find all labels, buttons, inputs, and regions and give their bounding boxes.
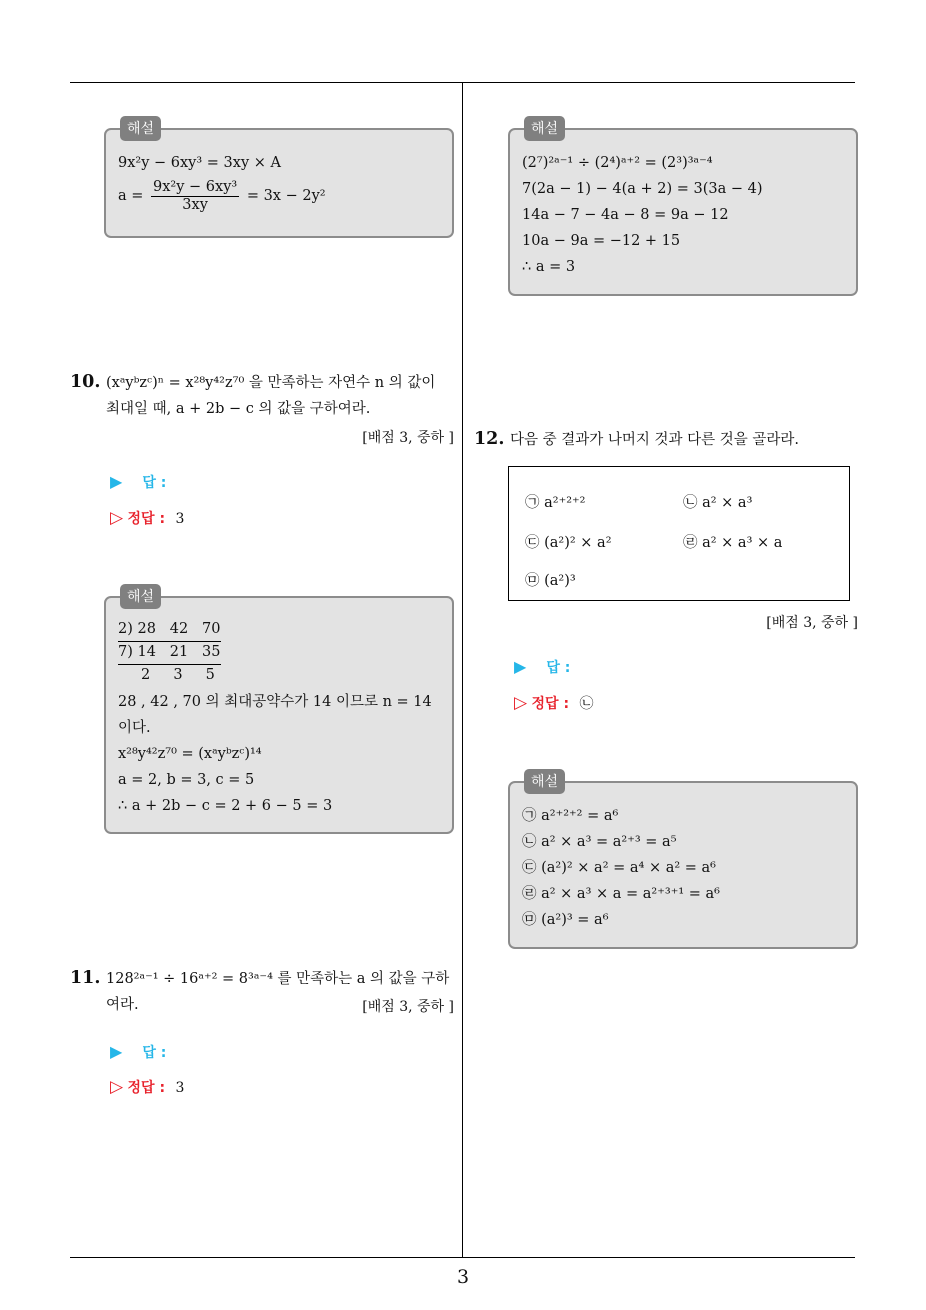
correct-value: 3 <box>175 1080 185 1096</box>
solution-line: 이다. <box>118 720 151 736</box>
choice-item: ㉤ (a²)³ <box>525 573 576 589</box>
solution-label: 해설 <box>524 769 565 794</box>
play-triangle-icon: ▶ <box>110 472 123 491</box>
outline-triangle-icon: ▷ <box>110 1077 124 1097</box>
question-number: 11. <box>70 968 101 988</box>
division-row <box>118 664 440 687</box>
solution-line: a = 2, b = 3, c = 5 <box>118 772 255 788</box>
solution-line: 7(2a − 1) − 4(a + 2) = 3(3a − 4) <box>522 181 763 197</box>
score-label: [배점 3, 중하 ] <box>766 615 858 631</box>
correct-answer-row <box>514 693 594 713</box>
choice-item: ㉣ a² × a³ × a <box>683 535 783 551</box>
correct-value: 3 <box>175 511 185 527</box>
choice-item: ㉠ a²⁺²⁺² <box>525 495 586 511</box>
solution-label: 해설 <box>524 116 565 141</box>
score-label: [배점 3, 중하 ] <box>362 999 454 1015</box>
solution-line: ㉤ (a²)³ = a⁶ <box>522 912 609 928</box>
solution-box-q12 <box>508 774 858 949</box>
correct-label: 정답 : <box>127 1080 166 1096</box>
correct-answer-row <box>110 508 184 528</box>
solution-line: ㉡ a² × a³ = a²⁺³ = a⁵ <box>522 834 677 850</box>
question-number: 10. <box>70 372 101 392</box>
answer-row <box>110 472 166 492</box>
solution-line: 10a − 9a = −12 + 15 <box>522 233 681 249</box>
division-row-text: 7) 14 21 35 <box>118 641 221 665</box>
question-text: 다음 중 결과가 나머지 것과 다른 것을 골라라. <box>510 432 799 448</box>
fraction <box>151 179 239 214</box>
correct-value: ㉡ <box>579 696 594 712</box>
solution-line: 28 , 42 , 70 의 최대공약수가 14 이므로 n = 14 <box>118 694 432 710</box>
answer-label: 답 : <box>142 1045 167 1061</box>
correct-label: 정답 : <box>127 511 166 527</box>
score-label: [배점 3, 중하 ] <box>362 430 454 446</box>
correct-answer-row <box>110 1077 184 1097</box>
choice-item: ㉢ (a²)² × a² <box>525 535 612 551</box>
solution-line: ㉠ a²⁺²⁺² = a⁶ <box>522 808 619 824</box>
solution-fraction-line <box>118 176 440 216</box>
question-line: 여라. <box>106 997 139 1013</box>
choice-item: ㉡ a² × a³ <box>683 495 753 511</box>
fraction-lhs: a = <box>118 188 144 204</box>
answer-row <box>110 1042 166 1062</box>
play-triangle-icon: ▶ <box>514 657 527 676</box>
solution-line: ∴ a = 3 <box>522 259 576 275</box>
solution-line: ㉣ a² × a³ × a = a²⁺³⁺¹ = a⁶ <box>522 886 720 902</box>
outline-triangle-icon: ▷ <box>514 693 528 713</box>
column-divider <box>462 82 463 1258</box>
division-ladder <box>118 618 440 687</box>
question-line: (xᵃyᵇzᶜ)ⁿ = x²⁸y⁴²z⁷⁰ 을 만족하는 자연수 n 의 값이 <box>106 375 436 391</box>
answer-label: 답 : <box>142 475 167 491</box>
solution-line: x²⁸y⁴²z⁷⁰ = (xᵃyᵇzᶜ)¹⁴ <box>118 746 262 762</box>
question-number: 12. <box>474 429 505 449</box>
question-line: 최대일 때, a + 2b − c 의 값을 구하여라. <box>106 401 371 417</box>
solution-line: 9x²y − 6xy³ = 3xy × A <box>118 155 281 171</box>
solution-line: (2⁷)²ᵃ⁻¹ ÷ (2⁴)ᵃ⁺² = (2³)³ᵃ⁻⁴ <box>522 155 713 171</box>
solution-line: ∴ a + 2b − c = 2 + 6 − 5 = 3 <box>118 798 333 814</box>
solution-box-q10 <box>104 589 454 834</box>
solution-line: 14a − 7 − 4a − 8 = 9a − 12 <box>522 207 729 223</box>
question-text <box>106 370 435 422</box>
question-line: 128²ᵃ⁻¹ ÷ 16ᵃ⁺² = 8³ᵃ⁻⁴ 를 만족하는 a 의 값을 구하 <box>106 971 450 987</box>
answer-row <box>514 657 570 677</box>
page-number: 3 <box>456 1266 470 1288</box>
division-row <box>118 641 440 664</box>
outline-triangle-icon: ▷ <box>110 508 124 528</box>
solution-line: ㉢ (a²)² × a² = a⁴ × a² = a⁶ <box>522 860 716 876</box>
fraction-numerator: 9x²y − 6xy³ <box>153 178 238 195</box>
division-row-text: 2 3 5 <box>118 667 215 683</box>
solution-label: 해설 <box>120 116 161 141</box>
division-row <box>118 618 440 641</box>
solution-label: 해설 <box>120 584 161 609</box>
solution-box-prev-right <box>508 121 858 296</box>
answer-label: 답 : <box>546 660 571 676</box>
solution-box-prev-left <box>104 121 454 238</box>
fraction-rhs: = 3x − 2y² <box>246 188 326 204</box>
division-row-text: 2) 28 42 70 <box>118 618 221 642</box>
choices-box <box>508 466 850 601</box>
fraction-denominator: 3xy <box>182 196 208 213</box>
correct-label: 정답 : <box>531 696 570 712</box>
play-triangle-icon: ▶ <box>110 1042 123 1061</box>
bottom-rule <box>70 1257 855 1258</box>
